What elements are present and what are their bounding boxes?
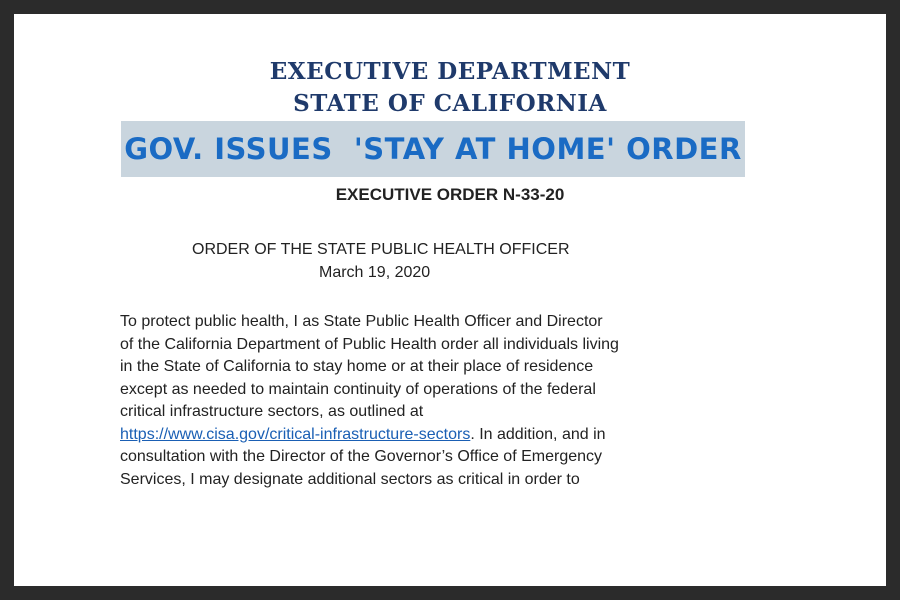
officer-title: ORDER OF THE STATE PUBLIC HEALTH OFFICER xyxy=(192,241,570,258)
state-heading: STATE OF CALIFORNIA xyxy=(293,90,607,117)
body-line-tail: . In addition, and in xyxy=(470,425,606,443)
body-line: critical infrastructure sectors, as outlined at xyxy=(120,403,424,420)
document-page xyxy=(14,14,886,586)
body-line: To protect public health, I as State Public Health Officer and Director xyxy=(120,313,603,330)
headline-banner xyxy=(121,121,745,177)
body-line: of the California Department of Public Health order all individuals living xyxy=(120,335,619,353)
cisa-link[interactable]: https://www.cisa.gov/critical-infrastructure-sectors xyxy=(120,425,471,443)
body-line: Services, I may designate additional sectors as critical in order to xyxy=(120,470,580,488)
department-heading: EXECUTIVE DEPARTMENT xyxy=(269,58,631,85)
body-line: consultation with the Director of the Governor’s Office of Emergency xyxy=(120,448,603,465)
order-date: March 19, 2020 xyxy=(319,264,431,281)
order-number: EXECUTIVE ORDER N-33-20 xyxy=(335,185,565,204)
headline-text: GOV. ISSUES 'STAY AT HOME' ORDER xyxy=(124,132,742,166)
body-line: in the State of California to stay home or at their place of residence xyxy=(120,358,594,375)
order-body xyxy=(120,311,760,491)
body-line-with-link xyxy=(120,424,760,447)
body-line: except as needed to maintain continuity of operations of the federal xyxy=(120,380,596,398)
